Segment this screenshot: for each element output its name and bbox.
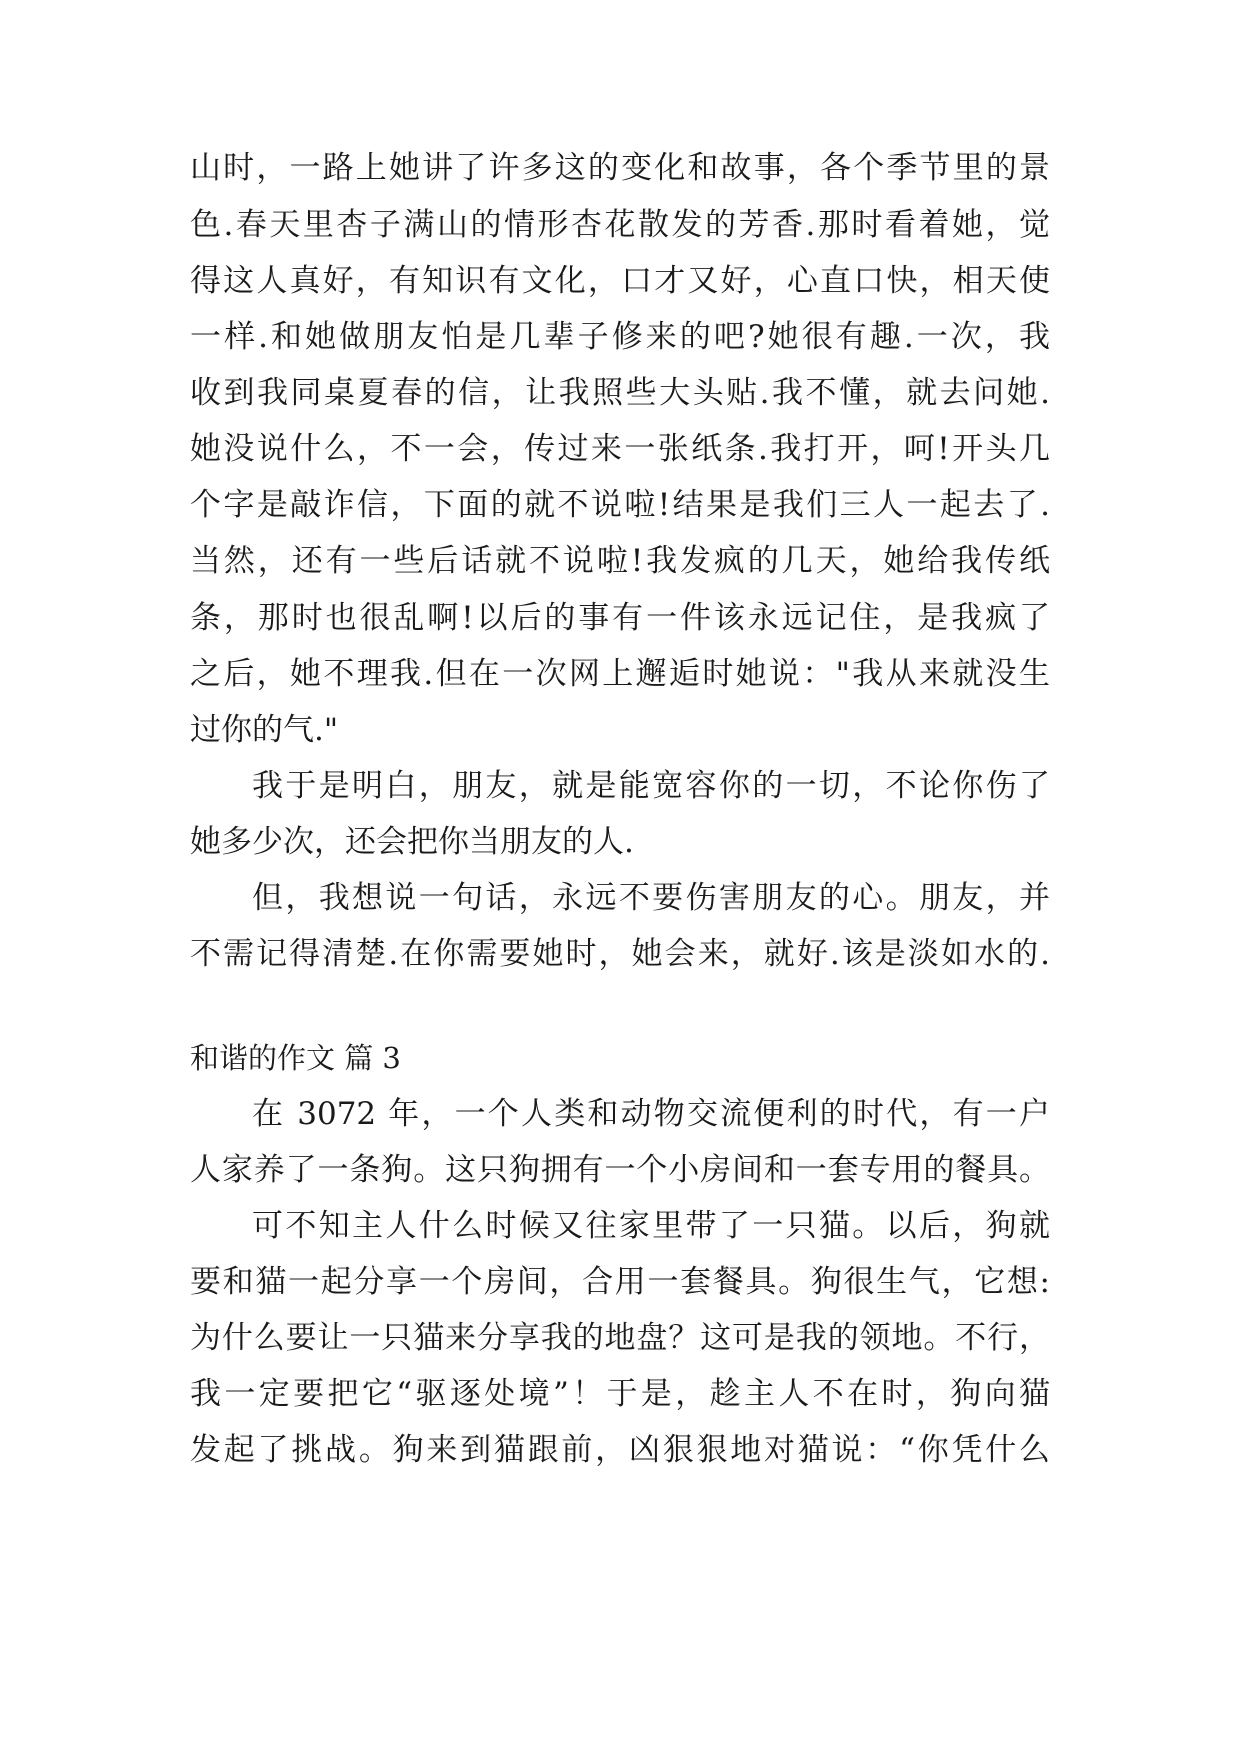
paragraph-line: 为什么要让一只猫来分享我的地盘？这可是我的领地。不行， [190,1320,1050,1356]
paragraph-line: 不需记得清楚.在你需要她时，她会来，就好.该是淡如水的. [190,936,1050,972]
paragraph-line: 条，那时也很乱啊!以后的事有一件该永远记住，是我疯了 [190,600,1050,636]
paragraph-line: 我于是明白，朋友，就是能宽容你的一切，不论你伤了 [252,768,1050,804]
section-heading: 和谐的作文 篇 3 [190,1041,401,1075]
paragraph-line: 个字是敲诈信，下面的就不说啦!结果是我们三人一起去了. [190,487,1050,523]
paragraph-line: 得这人真好，有知识有文化，口才又好，心直口快，相天使 [190,263,1050,299]
paragraph-line: 之后，她不理我.但在一次网上邂逅时她说："我从来就没生 [190,656,1050,692]
paragraph-line: 山时，一路上她讲了许多这的变化和故事，各个季节里的景 [190,150,1050,186]
paragraph-line: 发起了挑战。狗来到猫跟前，凶狠狠地对猫说：“你凭什么 [190,1432,1050,1468]
paragraph-line: 她没说什么，不一会，传过来一张纸条.我打开，呵!开头几 [190,431,1050,467]
paragraph-line: 她多少次，还会把你当朋友的人. [190,824,634,860]
paragraph-line: 收到我同桌夏春的信，让我照些大头贴.我不懂，就去问她. [190,375,1050,411]
paragraph-line: 要和猫一起分享一个房间，合用一套餐具。狗很生气，它想: [190,1264,1050,1300]
paragraph-line: 我一定要把它“驱逐处境”！于是，趁主人不在时，狗向猫 [190,1376,1050,1412]
paragraph-line: 可不知主人什么时候又往家里带了一只猫。以后，狗就 [252,1208,1050,1244]
paragraph-line: 色.春天里杏子满山的情形杏花散发的芳香.那时看着她，觉 [190,207,1050,243]
paragraph-line: 人家养了一条狗。这只狗拥有一个小房间和一套专用的餐具。 [190,1152,1050,1188]
paragraph-line: 当然，还有一些后话就不说啦!我发疯的几天，她给我传纸 [190,543,1050,579]
paragraph-line: 但，我想说一句话，永远不要伤害朋友的心。朋友，并 [252,880,1050,916]
paragraph-line: 一样.和她做朋友怕是几辈子修来的吧?她很有趣.一次，我 [190,319,1050,355]
paragraph-line: 在 3072 年，一个人类和动物交流便利的时代，有一户 [252,1096,1050,1132]
paragraph-line: 过你的气." [190,712,339,748]
